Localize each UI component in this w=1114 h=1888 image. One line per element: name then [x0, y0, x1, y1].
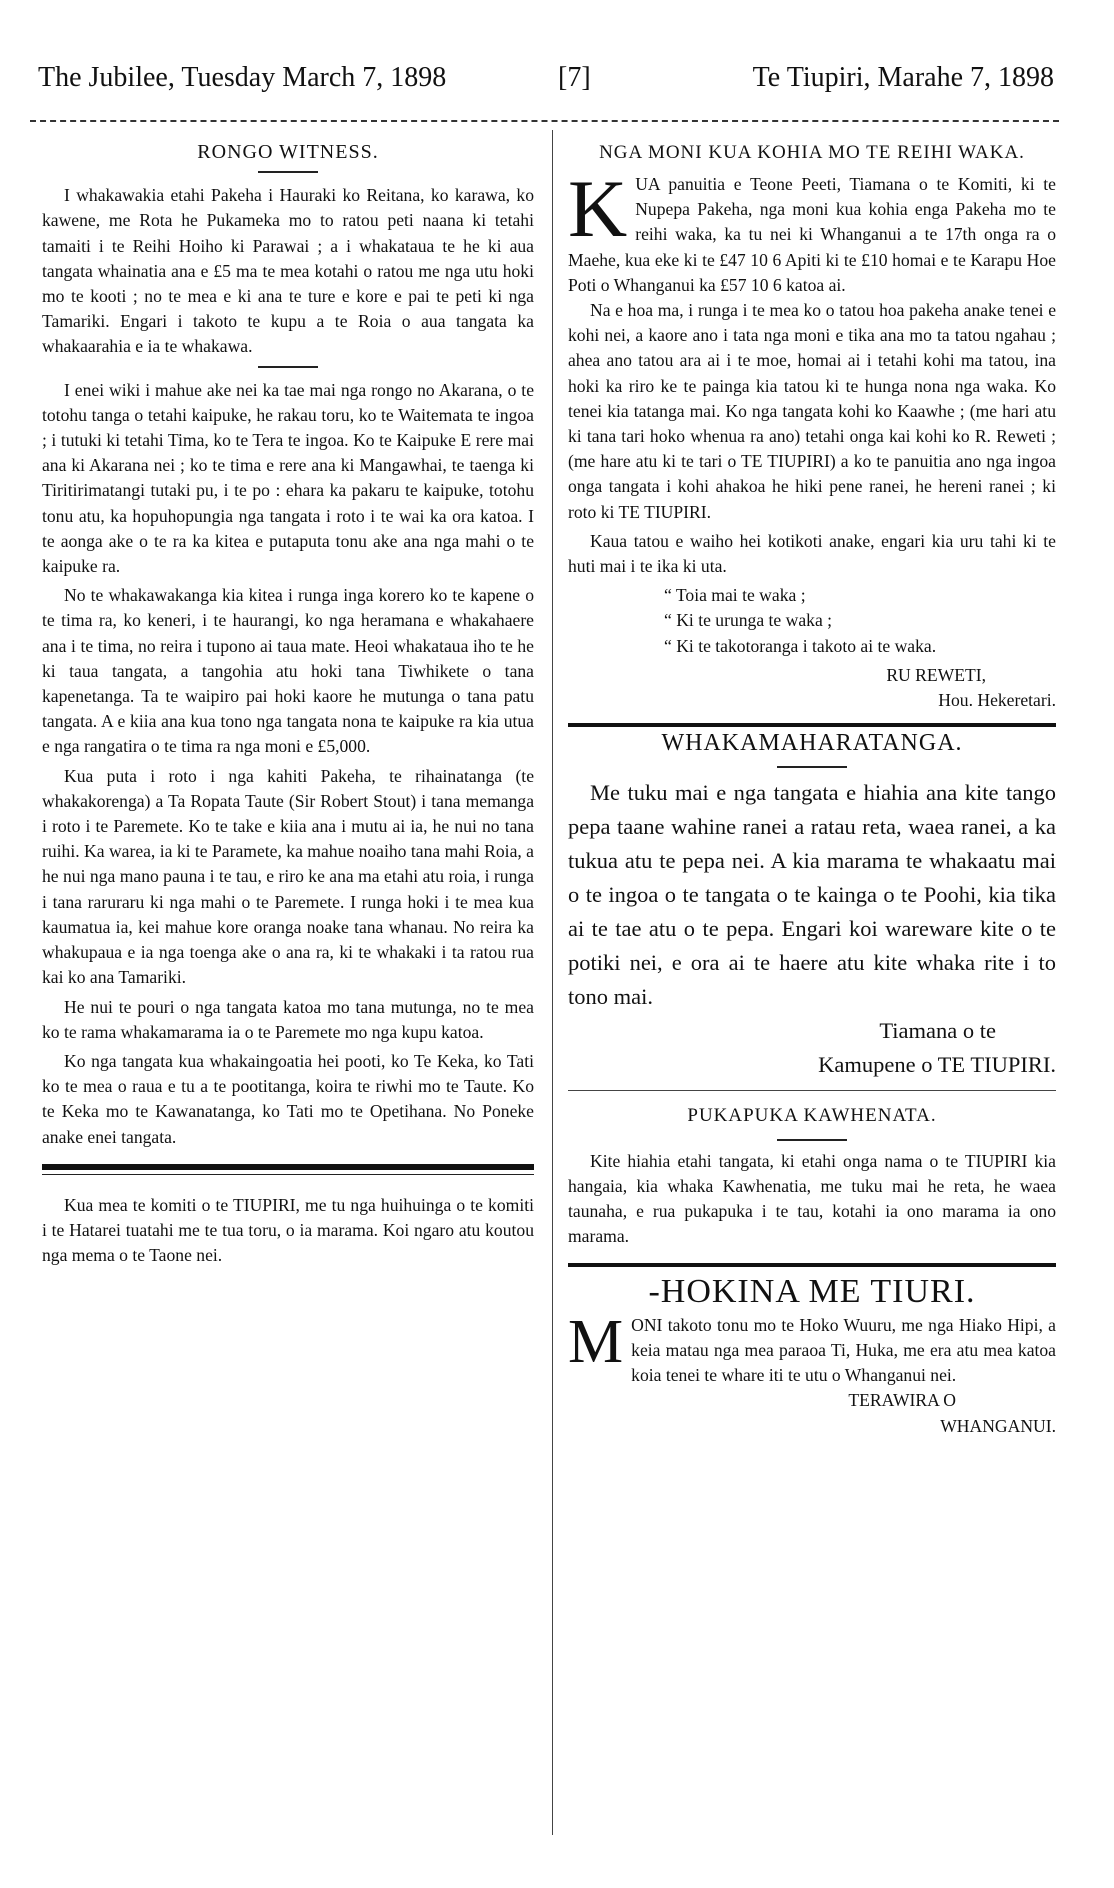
header-left: The Jubilee, Tuesday March 7, 1898 — [38, 62, 447, 93]
pukapuka-heading: PUKAPUKA KAWHENATA. — [687, 1105, 937, 1127]
chant-line: “ Ki te urunga te waka ; — [664, 610, 833, 631]
drop-cap: K — [568, 163, 628, 254]
signature-name: RU REWETI, — [886, 664, 986, 685]
notice-signature-line2: Kamupene o TE TIUPIRI. — [818, 1052, 1056, 1078]
hokina-advert — [568, 1307, 1056, 1389]
thin-rule — [42, 1174, 534, 1175]
short-rule — [258, 366, 318, 368]
article-paragraph: UA panuitia e Teone Peeti, Tiamana o te Komiti, ki te Nupepa Pakeha, nga moni kua kohia enga Pakeha mo te reihi waka, ka tu nei ki Whanganui a te 17th onga ra o Maehe, kua eke ki te £47 10 6 Apiti ki te £10 homai e te Karapu Hoe Poti o Whanganui ka £57 10 6 katoa ai. — [568, 174, 1056, 295]
article-paragraph: I enei wiki i mahue ake nei ka tae mai nga rongo no Akarana, o te totohu tanga o tetahi kaipuke, he rakau toru, ko te Waitemata te ingoa ; i tutuki ki tetahi Tima, ko te Tera te ingoa. Ko te Kaipuke E rere mai ana ki Akarana nei ; ko te tima e rere ana ki Mangawhai, te taenga ki Tiritirimatangi tutaki pu, i te po : ehara ka pakaru te kaipuke, totohu tonu atu, ka hopuhopungia nga tangata i roto i te wai ka ora katoa. I te aonga ake o te ra ka kitea e putaputa tonu ake ana nga mahi o te kaipuke ra. — [42, 379, 534, 577]
column-divider — [552, 130, 553, 1835]
header-rule — [30, 120, 1059, 122]
pukapuka-body: Kite hiahia etahi tangata, ki etahi onga nama o te TIUPIRI kia hangaia, kia whaka Kawhenatia, me tuku mai he reta, he waea taunaha, e rua pukapuka i te tau, kotahi ia ono marama ia ono marama. — [568, 1150, 1056, 1247]
chant-line: “ Ki te takotoranga i takoto ai te waka. — [664, 635, 937, 656]
committee-notice: Kua mea te komiti o te TIUPIRI, me tu nga huihuinga o te komiti i te Hatarei tuatahi me te tua toru, o ia marama. Koi ngaro atu koutou nga mema o te Taone nei. — [42, 1194, 534, 1266]
article-paragraph: Kaua tatou e waiho hei kotikoti anake, engari kia uru tahi ki te huti mai i te ika ki uta. — [568, 530, 1056, 577]
thick-rule — [568, 1263, 1056, 1267]
header-right: Te Tiupiri, Marahe 7, 1898 — [752, 62, 1054, 93]
notice-signature-line1: Tiamana o te — [879, 1018, 996, 1044]
hokina-body: ONI takoto tonu mo te Hoko Wuuru, me nga Hiako Hipi, a keia matau nga mea paraoa Ti, Huka, me era atu mea katoa koia tenei te whare iti te utu o Whanganui nei. — [631, 1314, 1056, 1386]
left-column — [42, 140, 534, 1272]
rongo-witness-heading: RONGO WITNESS. — [197, 141, 379, 163]
article-paragraph: Ko nga tangata kua whakaingoatia hei pooti, ko Te Keka, ko Tati ko te mea o raua e tu a te pootitanga, koira te riwhi mo te Taute. Ko te Keka mo te Kawanatanga, ko Tati mo te Opetihana. No Poneke anake enei tangata. — [42, 1050, 534, 1147]
whakamaharatanga-heading: WHAKAMAHARATANGA. — [661, 730, 963, 757]
advert-signature-line2: WHANGANUI. — [940, 1415, 1056, 1436]
subscription-notice — [568, 776, 1056, 1082]
reihi-waka-heading: NGA MONI KUA KOHIA MO TE REIHI WAKA. — [599, 142, 1025, 163]
chant-line: “ Toia mai te waka ; — [664, 585, 806, 606]
thick-rule — [568, 723, 1056, 727]
reihi-waka-article — [568, 163, 1056, 298]
drop-cap: M — [568, 1307, 624, 1376]
article-paragraph: He nui te pouri o nga tangata katoa mo tana mutunga, no te mea ko te rama whakamarama ia o te Paremete mo nga kupu katoa. — [42, 996, 534, 1042]
page-header — [38, 62, 1054, 112]
signature-title: Hou. Hekeretari. — [938, 690, 1056, 711]
hokina-heading: -HOKINA ME TIURI. — [648, 1273, 976, 1311]
page-number: [7] — [558, 62, 591, 93]
short-rule — [777, 1139, 847, 1141]
advert-signature-line1: TERAWIRA O — [848, 1390, 956, 1411]
short-rule — [258, 171, 318, 173]
short-rule — [777, 766, 847, 768]
right-column — [568, 140, 1056, 1439]
article-paragraph: No te whakawakanga kia kitea i runga inga korero ko te kapene o te tima ra, ko keneri, i te haurangi, ko nga heramana e whakahaere ana i te tima, no reira i tupono ai taua mate. Heoi whakataua iho te he ki taua tangata, a tangohia atu hoki tana Tiwhikete o tana kapenetanga. Ta te waipiro pai hoki kaore he mutunga o tana patu tangata. A e kiia ana kua tono nga tangata nona te kaipuke ra kia utua e nga rangatira o te tima ra nga moni e £5,000. — [42, 585, 534, 757]
article-paragraph: I whakawakia etahi Pakeha i Hauraki ko Reitana, ko karawa, ko kawene, me Rota he Pukameka mo to ratou peti naana ki tetahi tamaiti i te Reihi Hoiho ki Parawai ; a i whakataua te he ki aua tangata whainatia ana e £5 ma te mea kotahi o ratou me nga utu hoki mo te kooti ; no te mea e ki ana te ture e kore e pai te peti ki nga Tamariki. Engari i takoto te kupu a te Roia o aua tangata ka whakaarahia e ia te whakawa. — [42, 185, 534, 357]
thick-rule — [42, 1164, 534, 1170]
waka-chant — [664, 583, 1056, 659]
notice-body: Me tuku mai e nga tangata e hiahia ana kite tango pepa taane wahine ranei a ratau reta, waea ranei, a ka tukua atu te pepa nei. A kia marama te whakaatu mai o te ingoa o te tangata o te kainga o te Poohi, kia tika ai te tae atu o te pepa. Engari koi wareware kite o te potiki nei, e ora ai te haere atu kite whaka rite i to tono mai. — [568, 780, 1056, 1010]
article-paragraph: Na e hoa ma, i runga i te mea ko o tatou hoa pakeha anake tenei e kohi nei, a kaore ano i tata nga moni e tika ana mo ta tatou ngahau ; ahea ano tatou ara ai i te moe, homai ai i tetahi kohi ma tatou, ina hoki ka riro ke te painga kia tatou ki te hunga nona nga waka. Ko tenei kia tatanga mai. Ko nga tangata kohi ko Kaawhe ; (me hari atu ki tana tari hoko whenua ra ano) tetahi onga kai kohi ko R. Reweti ; (me hare atu ki te tari o TE TIUPIRI) a ko te panuitia ano nga ingoa onga tangata i kohi ahakoa he hiki pene ranei, he hereni ranei ; ki roto ki TE TIUPIRI. — [568, 300, 1056, 522]
article-paragraph: Kua puta i roto i nga kahiti Pakeha, te rihainatanga (te whakakorenga) a Ta Ropata Taute (Sir Robert Stout) i tana memanga i roto i te Paremete. Ko te take e kiia ana i mutu ai ia, he nui no tana ruihi. Ka warea, ia ki te Paramete, ka mahue noaiho tana mahi Roia, a he nui nga mano pauna i te tau, e riro ke ana ma etahi atu roia, i runga i tana raruraru ki nga mahi o te Paremete. I runga hoki i te mea kua kaumatua ia, kei mahue kore oranga noake tana whanau. No reira ka whakupaua e ia nga toenga ake o ana ra, ki te whakaki i ta ratou rua kai ko ana Tamariki. — [42, 765, 534, 988]
section-rule — [568, 1090, 1056, 1091]
